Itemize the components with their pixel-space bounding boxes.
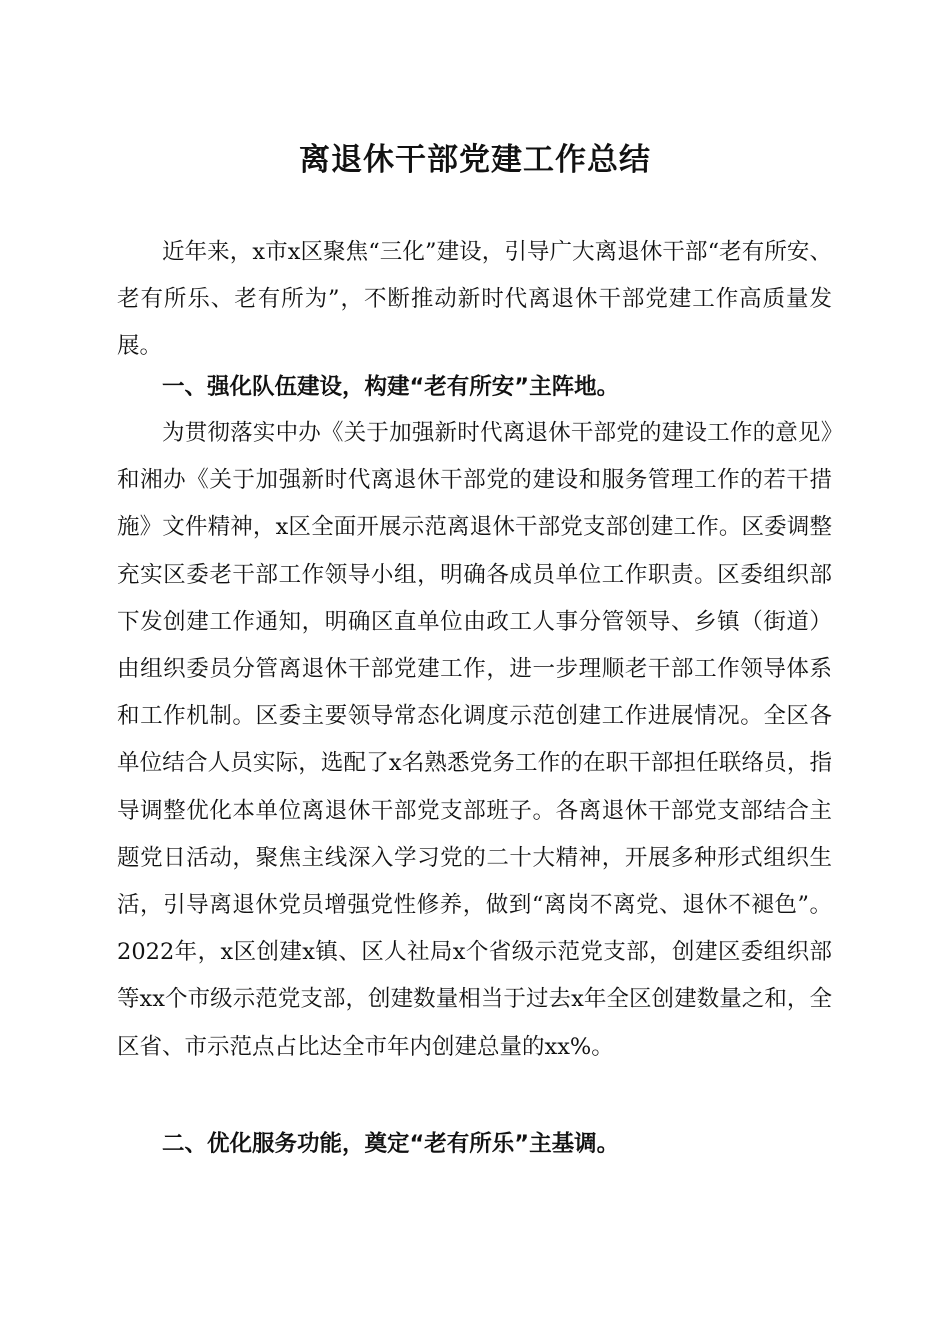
intro-paragraph: 近年来，x市x区聚焦“三化”建设，引导广大离退休干部“老有所安、老有所乐、老有所为”，不断推动新时代离退休干部党建工作高质量发展。 — [117, 239, 832, 360]
section-heading-1: 一、强化队伍建设，构建“老有所安”主阵地。 — [162, 374, 620, 400]
section-paragraph-1: 为贯彻落实中办《关于加强新时代离退休干部党的建设工作的意见》和湘办《关于加强新时代离退休干部党的建设和服务管理工作的若干措施》文件精神，x区全面开展示范离退休干部党支部创建工作。区委调整充实区委老干部工作领导小组，明确各成员单位工作职责。区委组织部下发创建工作通知，明确区直单位由政工人事分管领导、乡镇（街道）由组织委员分管离退休干部党建工作，进一步理顺老干部工作领导体系和工作机制。区委主要领导常态化调度示范创建工作进展情况。全区各单位结合人员实际，选配了x名熟悉党务工作的在职干部担任联络员，指导调整优化本单位离退休干部党支部班子。各离退休干部党支部结合主题党日活动，聚焦主线深入学习党的二十大精神，开展多种形式组织生活，引导离退休党员增强党性修养，做到“离岗不离党、退休不褪色”。2022年，x区创建x镇、区人社局x个省级示范党支部，创建区委组织部等xx个市级示范党支部，创建数量相当于过去x年全区创建数量之和，全区省、市示范点占比达全市年内创建总量的xx%。 — [117, 420, 832, 1060]
document-title: 离退休干部党建工作总结 — [299, 142, 651, 178]
section-heading-2: 二、优化服务功能，奠定“老有所乐”主基调。 — [162, 1131, 620, 1157]
